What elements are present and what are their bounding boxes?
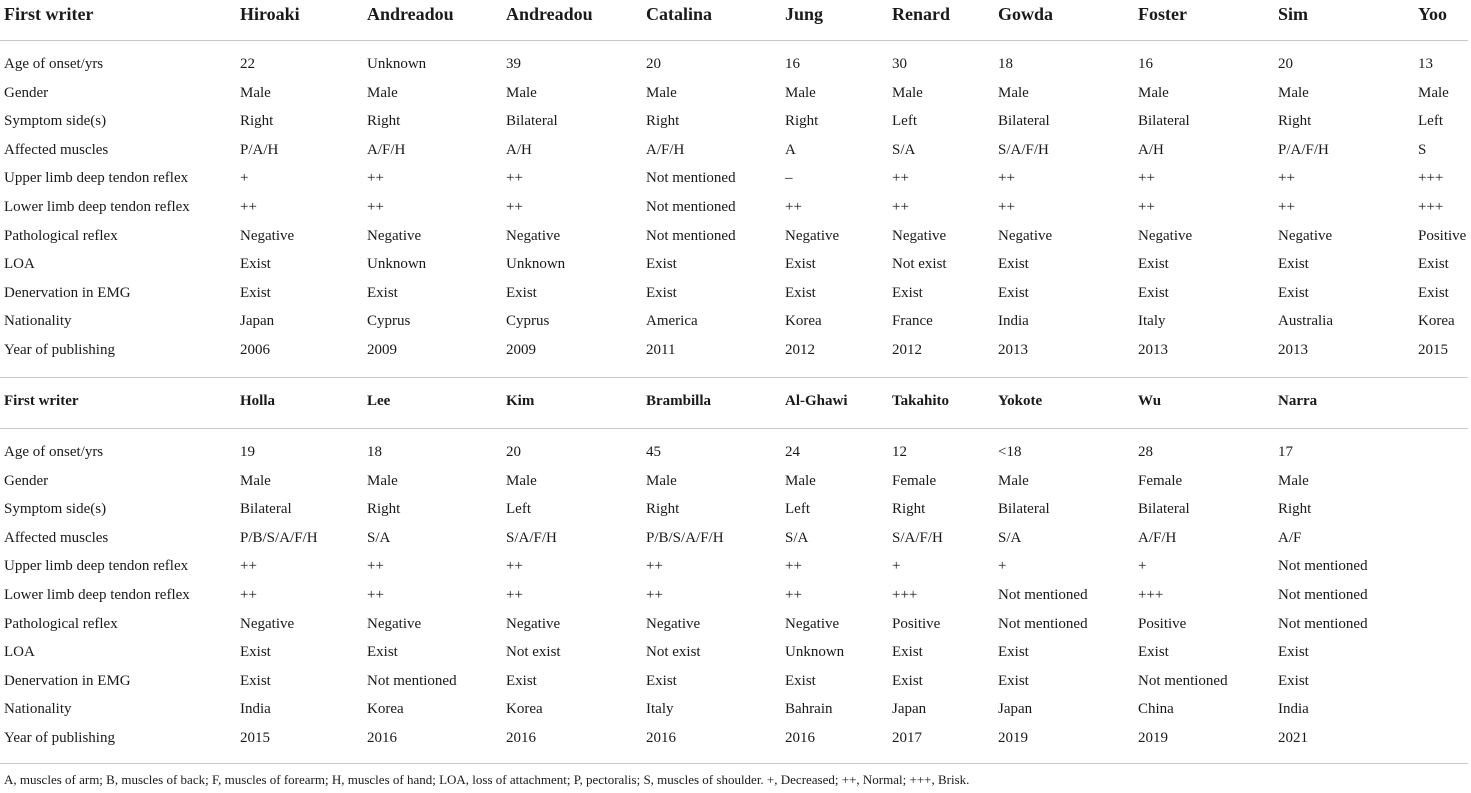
header-author: Jung (785, 4, 824, 24)
table-cell: Not mentioned (646, 227, 736, 244)
table-cell: Male (506, 84, 537, 101)
table-cell: Exist (646, 672, 677, 689)
table-cell: Male (240, 472, 271, 489)
row-label: Nationality (4, 701, 72, 718)
table-cell: A/F (1278, 529, 1302, 546)
table-cell: Korea (1418, 313, 1455, 330)
table-cell: 20 (646, 56, 661, 72)
table-cell: 2021 (1278, 730, 1308, 746)
table-cell: Male (646, 472, 677, 489)
table-cell: Negative (646, 615, 701, 632)
row-label: Affected muscles (4, 141, 109, 158)
table-cell: Exist (506, 284, 537, 301)
table-cell: Positive (892, 615, 941, 632)
table-cell: Negative (240, 615, 295, 632)
table-cell: 16 (785, 56, 800, 72)
table-cell: S/A (367, 529, 391, 546)
table-cell: Female (1138, 472, 1183, 489)
table-cell: Exist (1138, 284, 1169, 301)
table-cell: 2016 (785, 730, 815, 746)
table-cell: 2009 (506, 342, 536, 358)
row-label: Gender (4, 84, 49, 101)
table-row (0, 467, 1471, 495)
table-cell: ++ (1138, 170, 1155, 187)
table-cell: 2009 (367, 342, 397, 358)
table-cell: ++ (367, 199, 384, 215)
divider-lower-header (0, 428, 1468, 429)
table-cell: S/A (892, 141, 916, 158)
table-cell: A/F/H (367, 141, 406, 158)
table-row (0, 524, 1471, 552)
table-cell: Exist (1138, 256, 1169, 273)
table-cell: Male (506, 472, 537, 489)
table-cell: Exist (892, 644, 923, 661)
table-cell: ++ (646, 558, 663, 575)
table-cell: S (1418, 141, 1427, 158)
table-cell: ++ (1138, 199, 1155, 215)
table-cell: A (785, 141, 796, 158)
table-cell: 2013 (1278, 342, 1308, 358)
table-cell: S/A (998, 529, 1022, 546)
table-cell: Right (240, 113, 274, 130)
table-cell: Left (785, 501, 810, 518)
table-cell: ++ (785, 587, 802, 603)
table-row (0, 581, 1471, 609)
table-cell: Negative (367, 615, 422, 632)
table-cell: 17 (1278, 444, 1293, 460)
table-cell: S/A/F/H (506, 529, 557, 546)
table-cell: ++ (506, 558, 523, 575)
table-cell: Exist (506, 672, 537, 689)
table-cell: P/A/H (240, 141, 279, 158)
header-author: Sim (1278, 4, 1309, 24)
table-cell: S/A (785, 529, 809, 546)
table-cell: Japan (892, 701, 927, 718)
header-author: Catalina (646, 4, 713, 24)
table-cell: P/A/F/H (1278, 141, 1329, 158)
table-cell: Bilateral (240, 501, 292, 518)
table-cell: Exist (240, 284, 271, 301)
table-cell: Exist (998, 284, 1029, 301)
table-cell: Exist (240, 672, 271, 689)
table-cell: 2013 (1138, 342, 1168, 358)
table-cell: Exist (240, 644, 271, 661)
table-cell: Exist (367, 284, 398, 301)
table-cell: Unknown (367, 256, 427, 273)
table-cell: +++ (1138, 587, 1164, 603)
row-label: Upper limb deep tendon reflex (4, 558, 189, 575)
table-cell: ++ (367, 558, 384, 575)
table-cell: ++ (367, 587, 384, 603)
header-author: Foster (1138, 4, 1187, 24)
table-cell: 2016 (367, 730, 397, 746)
table-cell: 2013 (998, 342, 1028, 358)
table-row (0, 724, 1471, 752)
table-cell: Cyprus (367, 313, 411, 330)
table-cell: Exist (785, 672, 816, 689)
table-cell: ++ (1278, 199, 1295, 215)
table-cell: Male (1278, 84, 1309, 101)
table-cell: Exist (1138, 644, 1169, 661)
table-cell: ++ (785, 199, 802, 215)
table-cell: A/F/H (646, 141, 685, 158)
table-cell: Not mentioned (646, 170, 736, 187)
table-cell: ++ (892, 170, 909, 187)
table-cell: Right (367, 113, 401, 130)
table-cell: 39 (506, 56, 521, 72)
table-cell: Italy (646, 701, 674, 718)
table-cell: + (998, 558, 1007, 575)
table-cell: Unknown (367, 56, 427, 72)
header-author: Al-Ghawi (785, 393, 848, 409)
table-cell: Bilateral (506, 113, 558, 130)
table-cell: Exist (1278, 284, 1309, 301)
header-author: Andreadou (367, 4, 454, 24)
table-cell: 16 (1138, 56, 1153, 72)
table-cell: Left (1418, 113, 1443, 130)
table-row (0, 610, 1471, 638)
table-cell: A/H (1138, 141, 1164, 158)
table-cell: ++ (892, 199, 909, 215)
table-cell: Not mentioned (998, 587, 1088, 603)
table-cell: Australia (1278, 313, 1333, 330)
table-cell: Right (1278, 113, 1312, 130)
table-cell: 2006 (240, 342, 270, 358)
header-author: Kim (506, 393, 535, 409)
table-cell: China (1138, 701, 1174, 718)
table-cell: Japan (998, 701, 1033, 718)
table-cell: Exist (646, 284, 677, 301)
table-cell: Bahrain (785, 701, 833, 718)
row-label: Lower limb deep tendon reflex (4, 199, 190, 215)
table-cell: Exist (1418, 256, 1449, 273)
row-label: Upper limb deep tendon reflex (4, 170, 189, 187)
table-cell: Positive (1138, 615, 1187, 632)
table-cell: 2011 (646, 342, 676, 358)
table-cell: Positive (1418, 227, 1467, 244)
table-cell: Male (998, 84, 1029, 101)
table-footnote: A, muscles of arm; B, muscles of back; F, muscles of forearm; H, muscles of hand; LOA, loss of attachment; P, pectoralis; S, muscles of shoulder. +, Decreased; ++, Normal; +++, Brisk. (4, 772, 970, 787)
table-cell: Right (1278, 501, 1312, 518)
table-cell: Male (1418, 84, 1449, 101)
row-label: Denervation in EMG (4, 284, 131, 301)
table-cell: 19 (240, 444, 255, 460)
table-cell: Negative (785, 615, 840, 632)
table-cell: Negative (1278, 227, 1333, 244)
table-cell: Exist (646, 256, 677, 273)
table-cell: +++ (892, 587, 918, 603)
table-cell: Bilateral (998, 113, 1050, 130)
table-cell: 2016 (646, 730, 676, 746)
table-cell: Negative (240, 227, 295, 244)
table-cell: Negative (506, 615, 561, 632)
table-cell: Exist (892, 284, 923, 301)
table-row (0, 438, 1471, 466)
table-cell: Male (892, 84, 923, 101)
table-cell: 30 (892, 56, 907, 72)
table-cell: Not mentioned (367, 672, 457, 689)
table-cell: 20 (1278, 56, 1293, 72)
table-cell: P/B/S/A/F/H (646, 529, 724, 546)
table-row (0, 667, 1471, 695)
table-cell: ++ (506, 587, 523, 603)
table-cell: Not mentioned (1278, 587, 1368, 603)
table-cell: <18 (998, 444, 1022, 460)
table-cell: Negative (367, 227, 422, 244)
table-row (0, 552, 1471, 580)
table-cell: A/H (506, 141, 532, 158)
table-cell: Exist (367, 644, 398, 661)
table-cell: Right (892, 501, 926, 518)
table-cell: A/F/H (1138, 529, 1177, 546)
table-cell: + (240, 170, 249, 187)
table-cell: Right (646, 501, 680, 518)
table-cell: 13 (1418, 56, 1433, 72)
table-cell: ++ (646, 587, 663, 603)
header-label: First writer (4, 393, 79, 409)
table-cell: America (646, 313, 698, 330)
table-cell: ++ (240, 587, 257, 603)
table-cell: Female (892, 472, 937, 489)
row-label: Affected muscles (4, 529, 109, 546)
table-cell: – (785, 170, 793, 187)
table-cell: S/A/F/H (892, 529, 943, 546)
header-author: Brambilla (646, 393, 712, 409)
header-author: Andreadou (506, 4, 593, 24)
table-cell: Exist (1278, 256, 1309, 273)
table-cell: India (240, 701, 271, 718)
table-cell: 45 (646, 444, 661, 460)
table-cell: Male (785, 472, 816, 489)
table-cell: Not exist (506, 644, 561, 661)
table-cell: Exist (785, 256, 816, 273)
table-cell: 24 (785, 444, 800, 460)
table-cell: Male (998, 472, 1029, 489)
divider-bottom (0, 763, 1468, 764)
table-cell: ++ (506, 170, 523, 187)
table-row (0, 695, 1471, 723)
table-cell: ++ (240, 558, 257, 575)
header-row (0, 387, 1471, 415)
table-cell: Male (1278, 472, 1309, 489)
table-cell: ++ (998, 170, 1015, 187)
row-label: Nationality (4, 313, 72, 330)
table-cell: Korea (367, 701, 404, 718)
row-label: Age of onset/yrs (4, 56, 104, 72)
row-label: Lower limb deep tendon reflex (4, 587, 190, 603)
table-cell: ++ (240, 199, 257, 215)
table-cell: P/B/S/A/F/H (240, 529, 318, 546)
row-label: Symptom side(s) (4, 501, 107, 518)
table-cell: Male (240, 84, 271, 101)
header-author: Takahito (892, 393, 949, 409)
table-row (0, 638, 1471, 666)
table-cell: Not exist (892, 256, 947, 273)
table-cell: ++ (785, 558, 802, 575)
table-cell: Negative (506, 227, 561, 244)
table-cell: Exist (240, 256, 271, 273)
table-cell: + (1138, 558, 1147, 575)
table-cell: 2019 (998, 730, 1028, 746)
header-author: Lee (367, 393, 391, 409)
table-cell: Italy (1138, 313, 1166, 330)
row-label: LOA (4, 256, 35, 273)
table-cell: Male (1138, 84, 1169, 101)
table-cell: + (892, 558, 901, 575)
table-cell: 28 (1138, 444, 1153, 460)
table-cell: Exist (785, 284, 816, 301)
header-author: Gowda (998, 4, 1054, 24)
table-cell: Exist (892, 672, 923, 689)
table-cell: Male (367, 84, 398, 101)
row-label: Symptom side(s) (4, 113, 107, 130)
table-cell: 22 (240, 56, 255, 72)
table-cell: Not mentioned (1278, 558, 1368, 575)
table-cell: 2015 (240, 730, 270, 746)
table-cell: Right (367, 501, 401, 518)
table-cell: Not mentioned (998, 615, 1088, 632)
table-cell: Left (506, 501, 531, 518)
table-cell: India (1278, 701, 1309, 718)
table-cell: Not mentioned (1138, 672, 1228, 689)
header-author: Renard (892, 4, 950, 24)
table-cell: Exist (1278, 672, 1309, 689)
table-cell: Right (646, 113, 680, 130)
table-cell: Unknown (785, 644, 845, 661)
table-cell: Exist (998, 672, 1029, 689)
header-author: Holla (240, 393, 276, 409)
table-row (0, 495, 1471, 523)
table-cell: ++ (1278, 170, 1295, 187)
table-cell: Korea (506, 701, 543, 718)
table-cell: Negative (892, 227, 947, 244)
table-cell: ++ (998, 199, 1015, 215)
table-cell: Not mentioned (1278, 615, 1368, 632)
table-cell: Negative (998, 227, 1053, 244)
table-cell: Japan (240, 313, 275, 330)
header-author: Yoo (1418, 4, 1448, 24)
row-label: Gender (4, 472, 49, 489)
row-label: LOA (4, 644, 35, 661)
table-cell: Exist (998, 256, 1029, 273)
table-cell: France (892, 313, 933, 330)
table-cell: Cyprus (506, 313, 550, 330)
table-cell: Male (646, 84, 677, 101)
row-label: Year of publishing (4, 342, 115, 358)
table-cell: Unknown (506, 256, 566, 273)
header-author: Hiroaki (240, 4, 300, 24)
table-cell: +++ (1418, 199, 1444, 215)
table-cell: Right (785, 113, 819, 130)
table-cell: Left (892, 113, 917, 130)
table-cell: Bilateral (1138, 113, 1190, 130)
table-cell: 2012 (892, 342, 922, 358)
table-cell: 2016 (506, 730, 536, 746)
table-cell: ++ (367, 170, 384, 187)
header-author: Yokote (998, 393, 1043, 409)
table-cell: 18 (998, 56, 1013, 72)
row-label: Year of publishing (4, 730, 115, 746)
table-cell: Male (367, 472, 398, 489)
table-cell: Exist (1418, 284, 1449, 301)
row-label: Age of onset/yrs (4, 444, 104, 460)
table-cell: Exist (998, 644, 1029, 661)
table-cell: India (998, 313, 1029, 330)
table-cell: 2015 (1418, 342, 1448, 358)
row-label: Pathological reflex (4, 227, 118, 244)
table-cell: 2012 (785, 342, 815, 358)
table-cell: Negative (1138, 227, 1193, 244)
table-cell: Negative (785, 227, 840, 244)
table-cell: Male (785, 84, 816, 101)
table-cell: +++ (1418, 170, 1444, 187)
table-cell: 2017 (892, 730, 922, 746)
header-author: Wu (1138, 393, 1162, 409)
table-cell: Exist (1278, 644, 1309, 661)
table-cell: 2019 (1138, 730, 1168, 746)
row-label: Pathological reflex (4, 615, 118, 632)
table-cell: Bilateral (998, 501, 1050, 518)
table-cell: S/A/F/H (998, 141, 1049, 158)
table-cell: Korea (785, 313, 822, 330)
table-cell: 18 (367, 444, 382, 460)
table-cell: Not mentioned (646, 199, 736, 215)
header-author: Narra (1278, 393, 1318, 409)
table-cell: 20 (506, 444, 521, 460)
table-cell: 12 (892, 444, 907, 460)
table-cell: ++ (506, 199, 523, 215)
table-cell: Not exist (646, 644, 701, 661)
table-cell: Bilateral (1138, 501, 1190, 518)
header-label: First writer (4, 4, 94, 24)
row-label: Denervation in EMG (4, 672, 131, 689)
